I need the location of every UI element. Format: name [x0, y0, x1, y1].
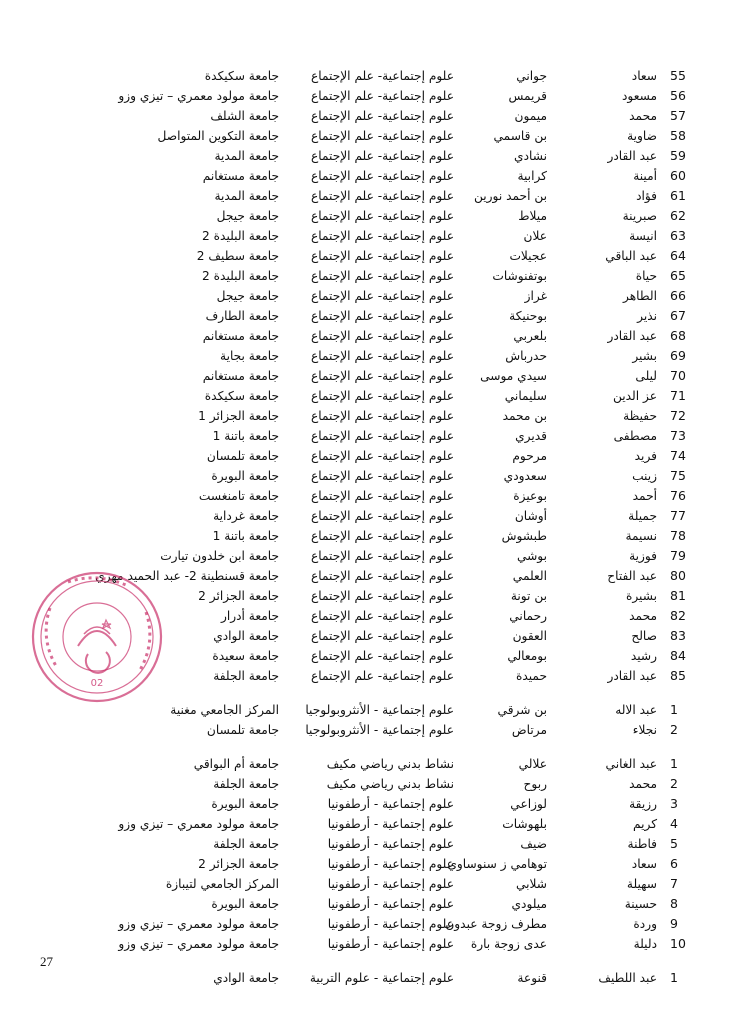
first-name: عز الدين [612, 389, 657, 403]
table-row [0, 226, 737, 246]
first-name: محمد [629, 609, 657, 623]
table-row [0, 266, 737, 286]
row-number: 78 [670, 528, 686, 543]
first-name: عبد القادر [607, 149, 657, 163]
specialty: علوم إجتماعية - أرطفونيا [327, 897, 454, 911]
row-number: 79 [670, 548, 686, 563]
first-name: فريد [634, 449, 657, 463]
table-row [0, 426, 737, 446]
row-number: 64 [670, 248, 686, 263]
table-row [0, 386, 737, 406]
last-name: سيدي موسى [480, 369, 547, 383]
specialty: علوم إجتماعية - الأنثروبولوجيا [305, 723, 454, 737]
last-name: العقون [512, 629, 547, 643]
university: جامعة الجلفة [213, 777, 279, 791]
first-name: سعاد [631, 69, 657, 83]
specialty: علوم إجتماعية - أرطفونيا [327, 797, 454, 811]
table-row [0, 466, 737, 486]
row-number: 3 [670, 796, 678, 811]
row-number: 82 [670, 608, 686, 623]
specialty: علوم إجتماعية- علم الإجتماع [310, 489, 454, 503]
last-name: أوشان [514, 509, 547, 523]
university: جامعة الجزائر 2 [198, 589, 279, 603]
specialty: علوم إجتماعية- علم الإجتماع [310, 429, 454, 443]
first-name: صبرينة [622, 209, 657, 223]
table-row [0, 754, 737, 774]
university: جامعة المدية [214, 149, 279, 163]
first-name: نجلاء [632, 723, 657, 737]
specialty: علوم إجتماعية - أرطفونيا [327, 857, 454, 871]
last-name: بوتفنوشات [492, 269, 547, 283]
last-name: مطرف زوجة عبدون [445, 917, 547, 931]
page-number: 27 [40, 954, 53, 969]
specialty: علوم إجتماعية- علم الإجتماع [310, 669, 454, 683]
last-name: نشادي [514, 149, 547, 163]
table-row [0, 546, 737, 566]
first-name: الطاهر [623, 289, 657, 303]
row-number: 57 [670, 108, 686, 123]
specialty: نشاط بدني رياضي مكيف [326, 777, 454, 791]
university: جامعة أدرار [220, 609, 279, 623]
last-name: علالي [518, 757, 547, 771]
first-name: رزيقة [629, 797, 657, 811]
specialty: نشاط بدني رياضي مكيف [326, 757, 454, 771]
specialty: علوم إجتماعية- علم الإجتماع [310, 289, 454, 303]
last-name: كرابية [517, 169, 547, 183]
row-number: 67 [670, 308, 686, 323]
specialty: علوم إجتماعية - أرطفونيا [327, 917, 454, 931]
last-name: ميمون [514, 109, 547, 123]
last-name: غراز [524, 289, 547, 303]
table-row [0, 86, 737, 106]
university: جامعة البليدة 2 [202, 229, 279, 243]
specialty: علوم إجتماعية- علم الإجتماع [310, 469, 454, 483]
specialty: علوم إجتماعية- علم الإجتماع [310, 109, 454, 123]
row-number: 76 [670, 488, 686, 503]
university: جامعة البليدة 2 [202, 269, 279, 283]
university: جامعة الجزائر 1 [198, 409, 279, 423]
specialty: علوم إجتماعية- علم الإجتماع [310, 129, 454, 143]
first-name: فؤاد [636, 189, 657, 203]
university: جامعة أم البواقي [193, 757, 279, 771]
specialty: علوم إجتماعية- علم الإجتماع [310, 309, 454, 323]
table-row [0, 506, 737, 526]
first-name: حياة [635, 269, 657, 283]
specialty: علوم إجتماعية- علم الإجتماع [310, 229, 454, 243]
specialty: علوم إجتماعية - علوم التربية [309, 971, 454, 985]
university: جامعة الجزائر 2 [198, 857, 279, 871]
first-name: أمينة [633, 169, 657, 183]
last-name: ميلودي [511, 897, 547, 911]
university: جامعة سكيكدة [204, 69, 279, 83]
university: المركز الجامعي مغنية [170, 703, 279, 717]
university: جامعة مولود معمري – تيزي وزو [118, 89, 279, 103]
university: جامعة مولود معمري – تيزي وزو [118, 917, 279, 931]
first-name: سعاد [631, 857, 657, 871]
first-name: محمد [629, 777, 657, 791]
first-name: بشيرة [625, 589, 657, 603]
table-row [0, 794, 737, 814]
last-name: بن قاسمي [493, 129, 547, 143]
university: جامعة الشلف [210, 109, 279, 123]
first-name: كريم [632, 817, 657, 831]
table-row [0, 146, 737, 166]
seal-code: 02 [90, 678, 104, 689]
university: جامعة البويرة [211, 469, 279, 483]
specialty: علوم إجتماعية- علم الإجتماع [310, 149, 454, 163]
first-name: دليلة [633, 937, 657, 951]
row-number: 77 [670, 508, 686, 523]
row-number: 7 [670, 876, 678, 891]
row-number: 59 [670, 148, 686, 163]
last-name: سعدودي [503, 469, 547, 483]
university: جامعة مولود معمري – تيزي وزو [118, 937, 279, 951]
last-name: رحماني [509, 609, 547, 623]
row-number: 62 [670, 208, 686, 223]
last-name: مرتاض [511, 723, 547, 737]
university: جامعة الجلفة [213, 837, 279, 851]
university: جامعة باتنة 1 [212, 429, 279, 443]
row-number: 75 [670, 468, 686, 483]
last-name: قنوعة [517, 971, 547, 985]
row-number: 81 [670, 588, 686, 603]
row-number: 6 [670, 856, 678, 871]
last-name: مرحوم [512, 449, 547, 463]
specialty: علوم إجتماعية- علم الإجتماع [310, 189, 454, 203]
row-number: 84 [670, 648, 686, 663]
row-number: 69 [670, 348, 686, 363]
university: جامعة مستغانم [202, 169, 279, 183]
specialty: علوم إجتماعية - أرطفونيا [327, 817, 454, 831]
row-number: 72 [670, 408, 686, 423]
row-number: 83 [670, 628, 686, 643]
last-name: بوشي [516, 549, 547, 563]
row-number: 60 [670, 168, 686, 183]
last-name: بلهوشات [502, 817, 547, 831]
university: جامعة باتنة 1 [212, 529, 279, 543]
first-name: زينب [632, 469, 657, 483]
row-number: 1 [670, 702, 678, 717]
table-row [0, 914, 737, 934]
table-row [0, 286, 737, 306]
row-number: 4 [670, 816, 678, 831]
table-row [0, 968, 737, 988]
specialty: علوم إجتماعية- علم الإجتماع [310, 269, 454, 283]
first-name: فوزية [629, 549, 657, 563]
specialty: علوم إجتماعية - أرطفونيا [327, 877, 454, 891]
last-name: شلابي [515, 877, 547, 891]
row-number: 61 [670, 188, 686, 203]
university: جامعة قسنطينة 2- عبد الحميد مهري [95, 569, 279, 583]
first-name: حفيظة [623, 409, 657, 423]
first-name: وردة [633, 917, 657, 931]
specialty: علوم إجتماعية- علم الإجتماع [310, 89, 454, 103]
specialty: علوم إجتماعية- علم الإجتماع [310, 349, 454, 363]
last-name: قديري [515, 429, 547, 443]
last-name: بوحنيكة [509, 309, 547, 323]
specialty: علوم إجتماعية- علم الإجتماع [310, 449, 454, 463]
specialty: علوم إجتماعية - الأنثروبولوجيا [305, 703, 454, 717]
university: جامعة تلمسان [206, 449, 279, 463]
university: جامعة تامنغست [198, 489, 279, 503]
university: جامعة الجلفة [213, 669, 279, 683]
first-name: عبد القادر [607, 329, 657, 343]
last-name: بلعربي [513, 329, 547, 343]
row-number: 73 [670, 428, 686, 443]
last-name: عدى زوجة بارة [470, 937, 547, 951]
first-name: صالح [631, 629, 657, 643]
university: جامعة مستغانم [202, 369, 279, 383]
first-name: فاطنة [627, 837, 657, 851]
specialty: علوم إجتماعية- علم الإجتماع [310, 629, 454, 643]
first-name: حسينة [624, 897, 657, 911]
table-row [0, 186, 737, 206]
last-name: علان [523, 229, 547, 243]
university: جامعة الوادي [213, 629, 279, 643]
row-number: 85 [670, 668, 686, 683]
last-name: توهامي ز سنوساوي [447, 857, 547, 871]
university: جامعة غرداية [213, 509, 279, 523]
row-number: 68 [670, 328, 686, 343]
table-row [0, 66, 737, 86]
table-row [0, 934, 737, 954]
table-row [0, 206, 737, 226]
last-name: بن شرقي [497, 703, 547, 717]
row-number: 2 [670, 722, 678, 737]
specialty: علوم إجتماعية- علم الإجتماع [310, 249, 454, 263]
row-number: 1 [670, 970, 678, 985]
table-row [0, 446, 737, 466]
first-name: عبد القادر [607, 669, 657, 683]
first-name: عبد الباقي [605, 249, 657, 263]
first-name: بشير [632, 349, 657, 363]
specialty: علوم إجتماعية- علم الإجتماع [310, 69, 454, 83]
specialty: علوم إجتماعية- علم الإجتماع [310, 549, 454, 563]
university: جامعة الطارف [205, 309, 279, 323]
table-row [0, 246, 737, 266]
row-number: 66 [670, 288, 686, 303]
last-name: جواني [516, 69, 547, 83]
specialty: علوم إجتماعية- علم الإجتماع [310, 569, 454, 583]
university: جامعة البويرة [211, 797, 279, 811]
row-number: 71 [670, 388, 686, 403]
first-name: عبد الغاني [605, 757, 657, 771]
row-number: 80 [670, 568, 686, 583]
specialty: علوم إجتماعية - أرطفونيا [327, 837, 454, 851]
official-seal-stamp [28, 568, 166, 706]
last-name: ضيف [520, 837, 547, 851]
specialty: علوم إجتماعية- علم الإجتماع [310, 329, 454, 343]
row-number: 10 [670, 936, 686, 951]
last-name: بومعالي [507, 649, 547, 663]
specialty: علوم إجتماعية- علم الإجتماع [310, 169, 454, 183]
table-row [0, 106, 737, 126]
table-row [0, 406, 737, 426]
row-number: 1 [670, 756, 678, 771]
row-number: 56 [670, 88, 686, 103]
last-name: بن تونة [510, 589, 547, 603]
last-name: سليماني [504, 389, 547, 403]
table-row [0, 874, 737, 894]
specialty: علوم إجتماعية- علم الإجتماع [310, 509, 454, 523]
university: جامعة سعيدة [212, 649, 279, 663]
university: جامعة المدية [214, 189, 279, 203]
first-name: رشيد [630, 649, 657, 663]
specialty: علوم إجتماعية- علم الإجتماع [310, 389, 454, 403]
first-name: ليلى [635, 369, 657, 383]
last-name: قريمس [508, 89, 547, 103]
last-name: بوعيزة [513, 489, 547, 503]
specialty: علوم إجتماعية- علم الإجتماع [310, 589, 454, 603]
university: جامعة سكيكدة [204, 389, 279, 403]
specialty: علوم إجتماعية- علم الإجتماع [310, 529, 454, 543]
table-row [0, 834, 737, 854]
table-row [0, 326, 737, 346]
last-name: ميلاط [518, 209, 547, 223]
university: جامعة البويرة [211, 897, 279, 911]
table-row [0, 166, 737, 186]
row-number: 2 [670, 776, 678, 791]
university: جامعة التكوين المتواصل [157, 129, 279, 143]
table-row [0, 894, 737, 914]
table-row [0, 486, 737, 506]
last-name: العلمي [512, 569, 547, 583]
table-row [0, 126, 737, 146]
last-name: بن محمد [502, 409, 547, 423]
row-number: 65 [670, 268, 686, 283]
university: جامعة بجاية [220, 349, 279, 363]
first-name: سهيلة [626, 877, 657, 891]
row-number: 8 [670, 896, 678, 911]
last-name: ربوح [523, 777, 547, 791]
specialty: علوم إجتماعية- علم الإجتماع [310, 409, 454, 423]
university: جامعة جيجل [216, 289, 279, 303]
row-number: 55 [670, 68, 686, 83]
last-name: حدرباش [505, 349, 547, 363]
university: جامعة سطيف 2 [196, 249, 279, 263]
university: جامعة جيجل [216, 209, 279, 223]
last-name: حميدة [515, 669, 547, 683]
row-number: 63 [670, 228, 686, 243]
last-name: لوزاعي [510, 797, 547, 811]
specialty: علوم إجتماعية- علم الإجتماع [310, 209, 454, 223]
table-row [0, 366, 737, 386]
row-number: 74 [670, 448, 686, 463]
last-name: بن أحمد نورين [473, 189, 547, 203]
university: جامعة تلمسان [206, 723, 279, 737]
table-row [0, 854, 737, 874]
university: جامعة ابن خلدون تيارت [160, 549, 279, 563]
first-name: نسيمة [625, 529, 657, 543]
specialty: علوم إجتماعية- علم الإجتماع [310, 369, 454, 383]
university: جامعة مولود معمري – تيزي وزو [118, 817, 279, 831]
first-name: محمد [629, 109, 657, 123]
first-name: عبد الاله [615, 703, 657, 717]
specialty: علوم إجتماعية - أرطفونيا [327, 937, 454, 951]
first-name: ضاوية [627, 129, 657, 143]
row-number: 5 [670, 836, 678, 851]
university: جامعة مستغانم [202, 329, 279, 343]
first-name: عبد الفتاح [607, 569, 657, 583]
first-name: عبد اللطيف [598, 971, 657, 985]
last-name: عجيلات [509, 249, 547, 263]
specialty: علوم إجتماعية- علم الإجتماع [310, 609, 454, 623]
first-name: أحمد [632, 489, 657, 503]
table-row [0, 526, 737, 546]
table-row [0, 814, 737, 834]
row-number: 70 [670, 368, 686, 383]
first-name: مصطفى [613, 429, 657, 443]
first-name: نذير [637, 309, 657, 323]
first-name: مسعود [621, 89, 657, 103]
row-number: 9 [670, 916, 678, 931]
university: المركز الجامعي لتيبازة [165, 877, 279, 891]
last-name: طبشوش [501, 529, 547, 543]
table-row [0, 306, 737, 326]
first-name: جميلة [628, 509, 657, 523]
row-number: 58 [670, 128, 686, 143]
table-row [0, 774, 737, 794]
table-row [0, 346, 737, 366]
first-name: انيسة [629, 229, 657, 243]
table-row [0, 720, 737, 740]
specialty: علوم إجتماعية- علم الإجتماع [310, 649, 454, 663]
university: جامعة الوادي [213, 971, 279, 985]
